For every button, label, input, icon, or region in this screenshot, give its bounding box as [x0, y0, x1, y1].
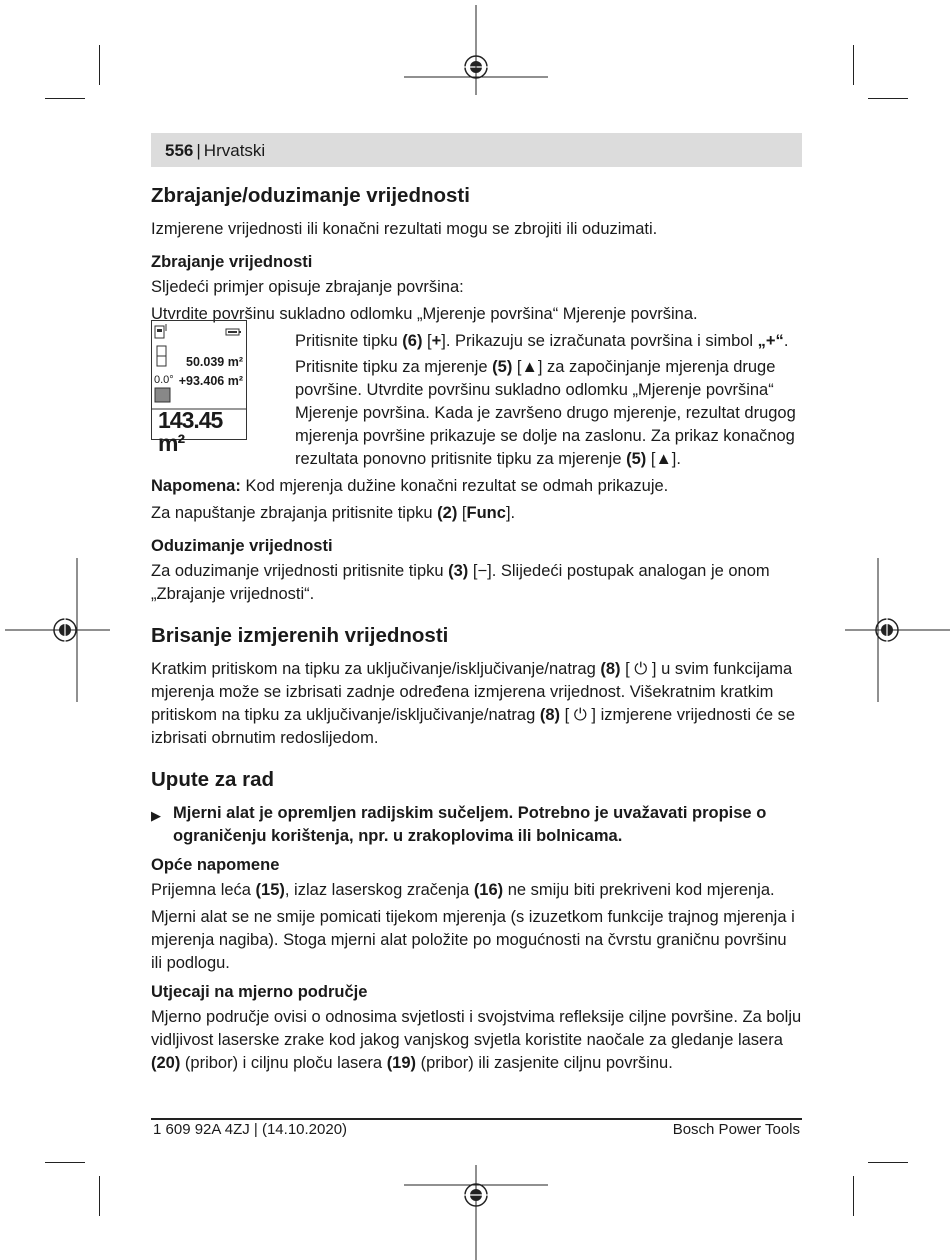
display-result: 143.45 m² — [158, 407, 223, 456]
step-2: Pritisnite tipku za mjerenje (5) [▲] za započinjanje mjerenja druge površine. Utvrdite površinu sukladno odlomku „Mjerenje površina“ Mjerenje površina. Kada je završeno drugo mjerenje, rezultat drugog mjerenja površine prikazuje se dolje na zaslonu. Za prikaz konačnog rezultata ponovno pritisnite tipku za mjerenje (5) [▲]. — [295, 358, 796, 468]
footer-brand: Bosch Power Tools — [672, 1121, 800, 1138]
display-value-2: +93.406 m² — [178, 374, 243, 388]
subsection-title-subtraction: Oduzimanje vrijednosti — [151, 537, 333, 555]
registration-target-right — [845, 558, 950, 702]
section-intro: Izmjerene vrijednosti ili konačni rezultati mogu se zbrojiti ili oduzimati. — [151, 220, 658, 238]
crop-mark — [45, 98, 85, 99]
paragraph: Utvrdite površinu sukladno odlomku „Mjerenje površina“ Mjerenje površina. — [151, 305, 698, 323]
page-content — [151, 182, 802, 1079]
crop-mark — [868, 98, 908, 99]
triangle-bullet-icon: ▶ — [151, 808, 161, 823]
page-header: 556 | Hrvatski — [165, 141, 266, 160]
subsection-title-general: Opće napomene — [151, 856, 280, 874]
footer-document-id: 1 609 92A 4ZJ | (14.10.2020) — [153, 1121, 348, 1138]
display-value-1: 50.039 m² — [186, 355, 243, 369]
footer-rule — [151, 1118, 802, 1120]
section-title-instructions: Upute za rad — [151, 768, 275, 791]
paragraph: Za oduzimanje vrijednosti pritisnite tipku (3) [−]. Slijedeći postupak analogan je onom „Zbrajanje vrijednosti“. — [151, 562, 770, 603]
addition-steps — [295, 330, 802, 475]
paragraph: Kratkim pritiskom na tipku za uključivanje/isključivanje/natrag (8) [ ⏻ ] u svim funkcijama mjerenja može se izbrisati zadnje određena izmjerena vrijednost. Višekratnim kratkim pritiskom na tipku za uključivanje/isključivanje/natrag (8) [ ⏻ ] izmjerene vrijednosti će se izbrisati obrnutim redoslijedom. — [151, 660, 796, 747]
paragraph: Prijemna leća (15), izlaz laserskog zračenja (16) ne smiju biti prekriveni kod mjerenja. — [151, 881, 775, 899]
paragraph: Mjerni alat se ne smije pomicati tijekom mjerenja (s izuzetkom funkcije trajnog mjerenja i mjerenja nagiba). Stoga mjerni alat položite po mogućnosti na čvrstu graničnu površinu ili podlogu. — [151, 908, 795, 972]
display-angle: 0.0° — [154, 374, 174, 386]
paragraph: Sljedeći primjer opisuje zbrajanje površina: — [151, 278, 464, 296]
step-1: Pritisnite tipku (6) [+]. Prikazuju se izračunata površina i simbol „+“. — [295, 332, 789, 350]
device-display-illustration — [151, 320, 247, 456]
paragraph: Mjerno područje ovisi o odnosima svjetlosti i svojstvima refleksije ciljne površine. Za bolju vidljivost laserske zrake kod jakog vanjskog svjetla koristite naočale za gledanje lasera (20) (pribor) i ciljnu ploču lasera (19) (pribor) ili zasjenite ciljnu površinu. — [151, 1008, 802, 1072]
subsection-title-influences: Utjecaji na mjerno područje — [151, 983, 368, 1001]
registration-target-top — [404, 5, 548, 95]
page-number: 556 — [165, 141, 194, 160]
subsection-title-addition: Zbrajanje vrijednosti — [151, 253, 313, 271]
crop-mark — [853, 1176, 854, 1216]
crop-mark — [99, 45, 100, 85]
registration-target-left — [5, 558, 110, 702]
display-example-block — [151, 330, 802, 475]
registration-target-bottom — [404, 1165, 548, 1260]
crop-mark — [99, 1176, 100, 1216]
section-title-addition-subtraction: Zbrajanje/oduzimanje vrijednosti — [151, 184, 470, 207]
crop-mark — [45, 1162, 85, 1163]
crop-mark — [868, 1162, 908, 1163]
safety-warning: ▶ Mjerni alat je opremljen radijskim sučeljem. Potrebno je uvažavati propise o ograničenju korištenja, npr. u zrakoplovima ili bolnicama. — [151, 802, 802, 848]
crop-mark — [853, 45, 854, 85]
exit-instruction: Za napuštanje zbrajanja pritisnite tipku (2) [Func]. — [151, 504, 516, 522]
section-title-delete: Brisanje izmjerenih vrijednosti — [151, 624, 449, 647]
page-language: Hrvatski — [203, 141, 266, 160]
note: Napomena: Kod mjerenja dužine konačni rezultat se odmah prikazuje. — [151, 477, 669, 495]
